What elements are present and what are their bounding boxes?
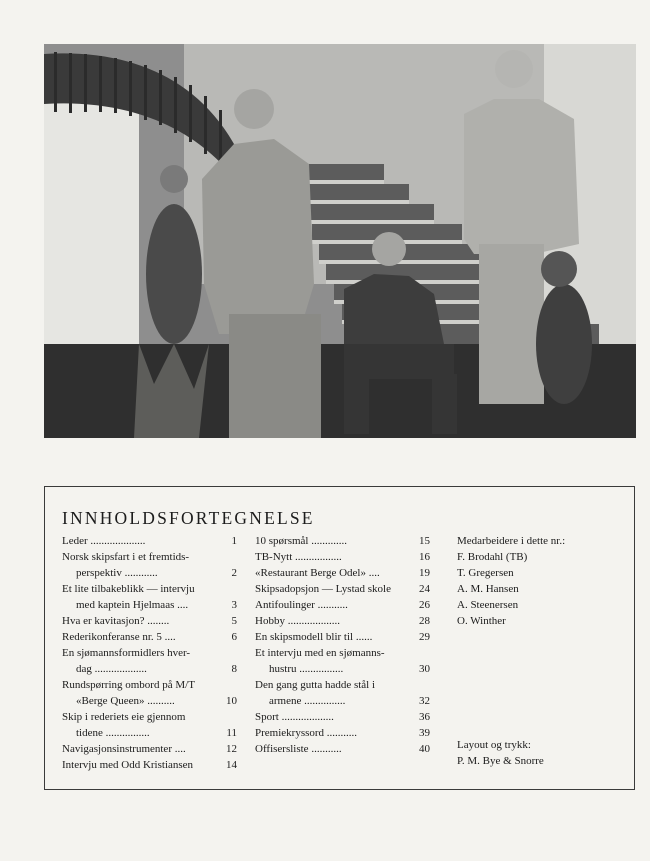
layout-credit [457, 737, 544, 769]
toc-entry [62, 757, 237, 773]
toc-entry-page: 8 [231, 663, 237, 675]
contributor-name: O. Winther [457, 615, 506, 627]
toc-entry-title: Offisersliste ........... [255, 743, 342, 755]
toc-entry-page: 11 [226, 727, 237, 739]
toc-entry [62, 533, 237, 549]
toc-entry-page: 16 [419, 551, 430, 563]
toc-entry [62, 677, 237, 709]
toc-entry [255, 677, 430, 709]
toc-entry-page: 30 [419, 663, 430, 675]
contributor-name: T. Gregersen [457, 567, 514, 579]
layout-heading: Layout og trykk: [457, 739, 531, 751]
toc-entry-page: 12 [226, 743, 237, 755]
toc-entry-page: 1 [231, 535, 237, 547]
toc-entry [255, 725, 430, 741]
contributor-name: F. Brodahl (TB) [457, 551, 528, 563]
toc-entry-title-cont: tidene ................ [76, 727, 150, 739]
toc-entry-page: 5 [231, 615, 237, 627]
toc-entry-title: Et lite tilbakeblikk — intervju [62, 583, 195, 595]
toc-column-1 [62, 533, 237, 773]
toc-entry-title: «Restaurant Berge Odel» .... [255, 567, 380, 579]
toc-entry-title-cont: perspektiv ............ [76, 567, 158, 579]
toc-entry [255, 613, 430, 629]
toc-entry-title: Den gang gutta hadde stål i [255, 679, 376, 691]
toc-entry [255, 709, 430, 725]
toc-entry-title: Skip i rederiets eie gjennom [62, 711, 186, 723]
toc-entry-title-cont: med kaptein Hjelmaas .... [76, 599, 189, 611]
cover-photo [44, 44, 636, 438]
toc-entry-page: 10 [226, 695, 237, 707]
toc-entry [255, 565, 430, 581]
toc-entry-title: Navigasjonsinstrumenter .... [62, 743, 186, 755]
toc-entry-title-cont: dag ................... [76, 663, 147, 675]
toc-entry-title: Hva er kavitasjon? ........ [62, 615, 170, 627]
toc-entry-title: En sjømannsformidlers hver- [62, 647, 191, 659]
toc-entry-title: Norsk skipsfart i et fremtids- [62, 551, 190, 563]
toc-entry-page: 32 [419, 695, 430, 707]
toc-entry [62, 549, 237, 581]
toc-entry [255, 645, 430, 677]
toc-entry-title: Sport ................... [255, 711, 334, 723]
toc-entry-title: Rederikonferanse nr. 5 .... [62, 631, 176, 643]
toc-entry [62, 629, 237, 645]
toc-entry-page: 36 [419, 711, 430, 723]
toc-entry [62, 613, 237, 629]
toc-entry-page: 14 [226, 759, 237, 771]
toc-entry-page: 39 [419, 727, 430, 739]
toc-entry [62, 709, 237, 741]
toc-entry-page: 26 [419, 599, 430, 611]
toc-entry [62, 645, 237, 677]
toc-entry-title: Et intervju med en sjømanns- [255, 647, 385, 659]
toc-entry-title: Leder .................... [62, 535, 146, 547]
toc-entry-page: 28 [419, 615, 430, 627]
contributor-name: A. M. Hansen [457, 583, 519, 595]
toc-entry-title: Premiekryssord ........... [255, 727, 358, 739]
contributors [457, 533, 627, 629]
toc-entry-page: 3 [231, 599, 237, 611]
toc-entry-title: En skipsmodell blir til ...... [255, 631, 373, 643]
contributor-name: A. Steenersen [457, 599, 519, 611]
toc-entry-title-cont: hustru ................ [269, 663, 344, 675]
toc-entry [255, 549, 430, 565]
toc-entry [255, 629, 430, 645]
contributors-heading: Medarbeidere i dette nr.: [457, 535, 566, 547]
toc-column-2 [255, 533, 430, 757]
toc-entry [62, 581, 237, 613]
photo-illustration [44, 44, 636, 438]
toc-entry [255, 533, 430, 549]
toc-entry-page: 29 [419, 631, 430, 643]
toc-entry-page: 24 [419, 583, 430, 595]
toc-entry-page: 19 [419, 567, 430, 579]
toc-entry [255, 581, 430, 597]
toc-entry-page: 40 [419, 743, 430, 755]
toc-entry-title: 10 spørsmål ............. [255, 535, 347, 547]
toc-entry-page: 15 [419, 535, 430, 547]
toc-entry-page: 6 [231, 631, 237, 643]
toc-entry [255, 741, 430, 757]
toc-entry-title: Intervju med Odd Kristiansen [62, 759, 194, 771]
toc-title: INNHOLDSFORTEGNELSE [62, 508, 315, 528]
toc-entry-page: 2 [231, 567, 237, 579]
toc-entry-title: Skipsadopsjon — Lystad skole [255, 583, 391, 595]
printer-name: P. M. Bye & Snorre [457, 755, 544, 767]
toc-entry-title-cont: «Berge Queen» .......... [76, 695, 175, 707]
toc-entry-title: Rundspørring ombord på M/T [62, 679, 195, 691]
toc-entry [255, 597, 430, 613]
toc-entry-title: Antifoulinger ........... [255, 599, 348, 611]
toc-entry [62, 741, 237, 757]
toc-entry-title: TB-Nytt ................. [255, 551, 342, 563]
table-of-contents [44, 486, 635, 790]
toc-entry-title-cont: armene ............... [269, 695, 346, 707]
toc-entry-title: Hobby ................... [255, 615, 340, 627]
